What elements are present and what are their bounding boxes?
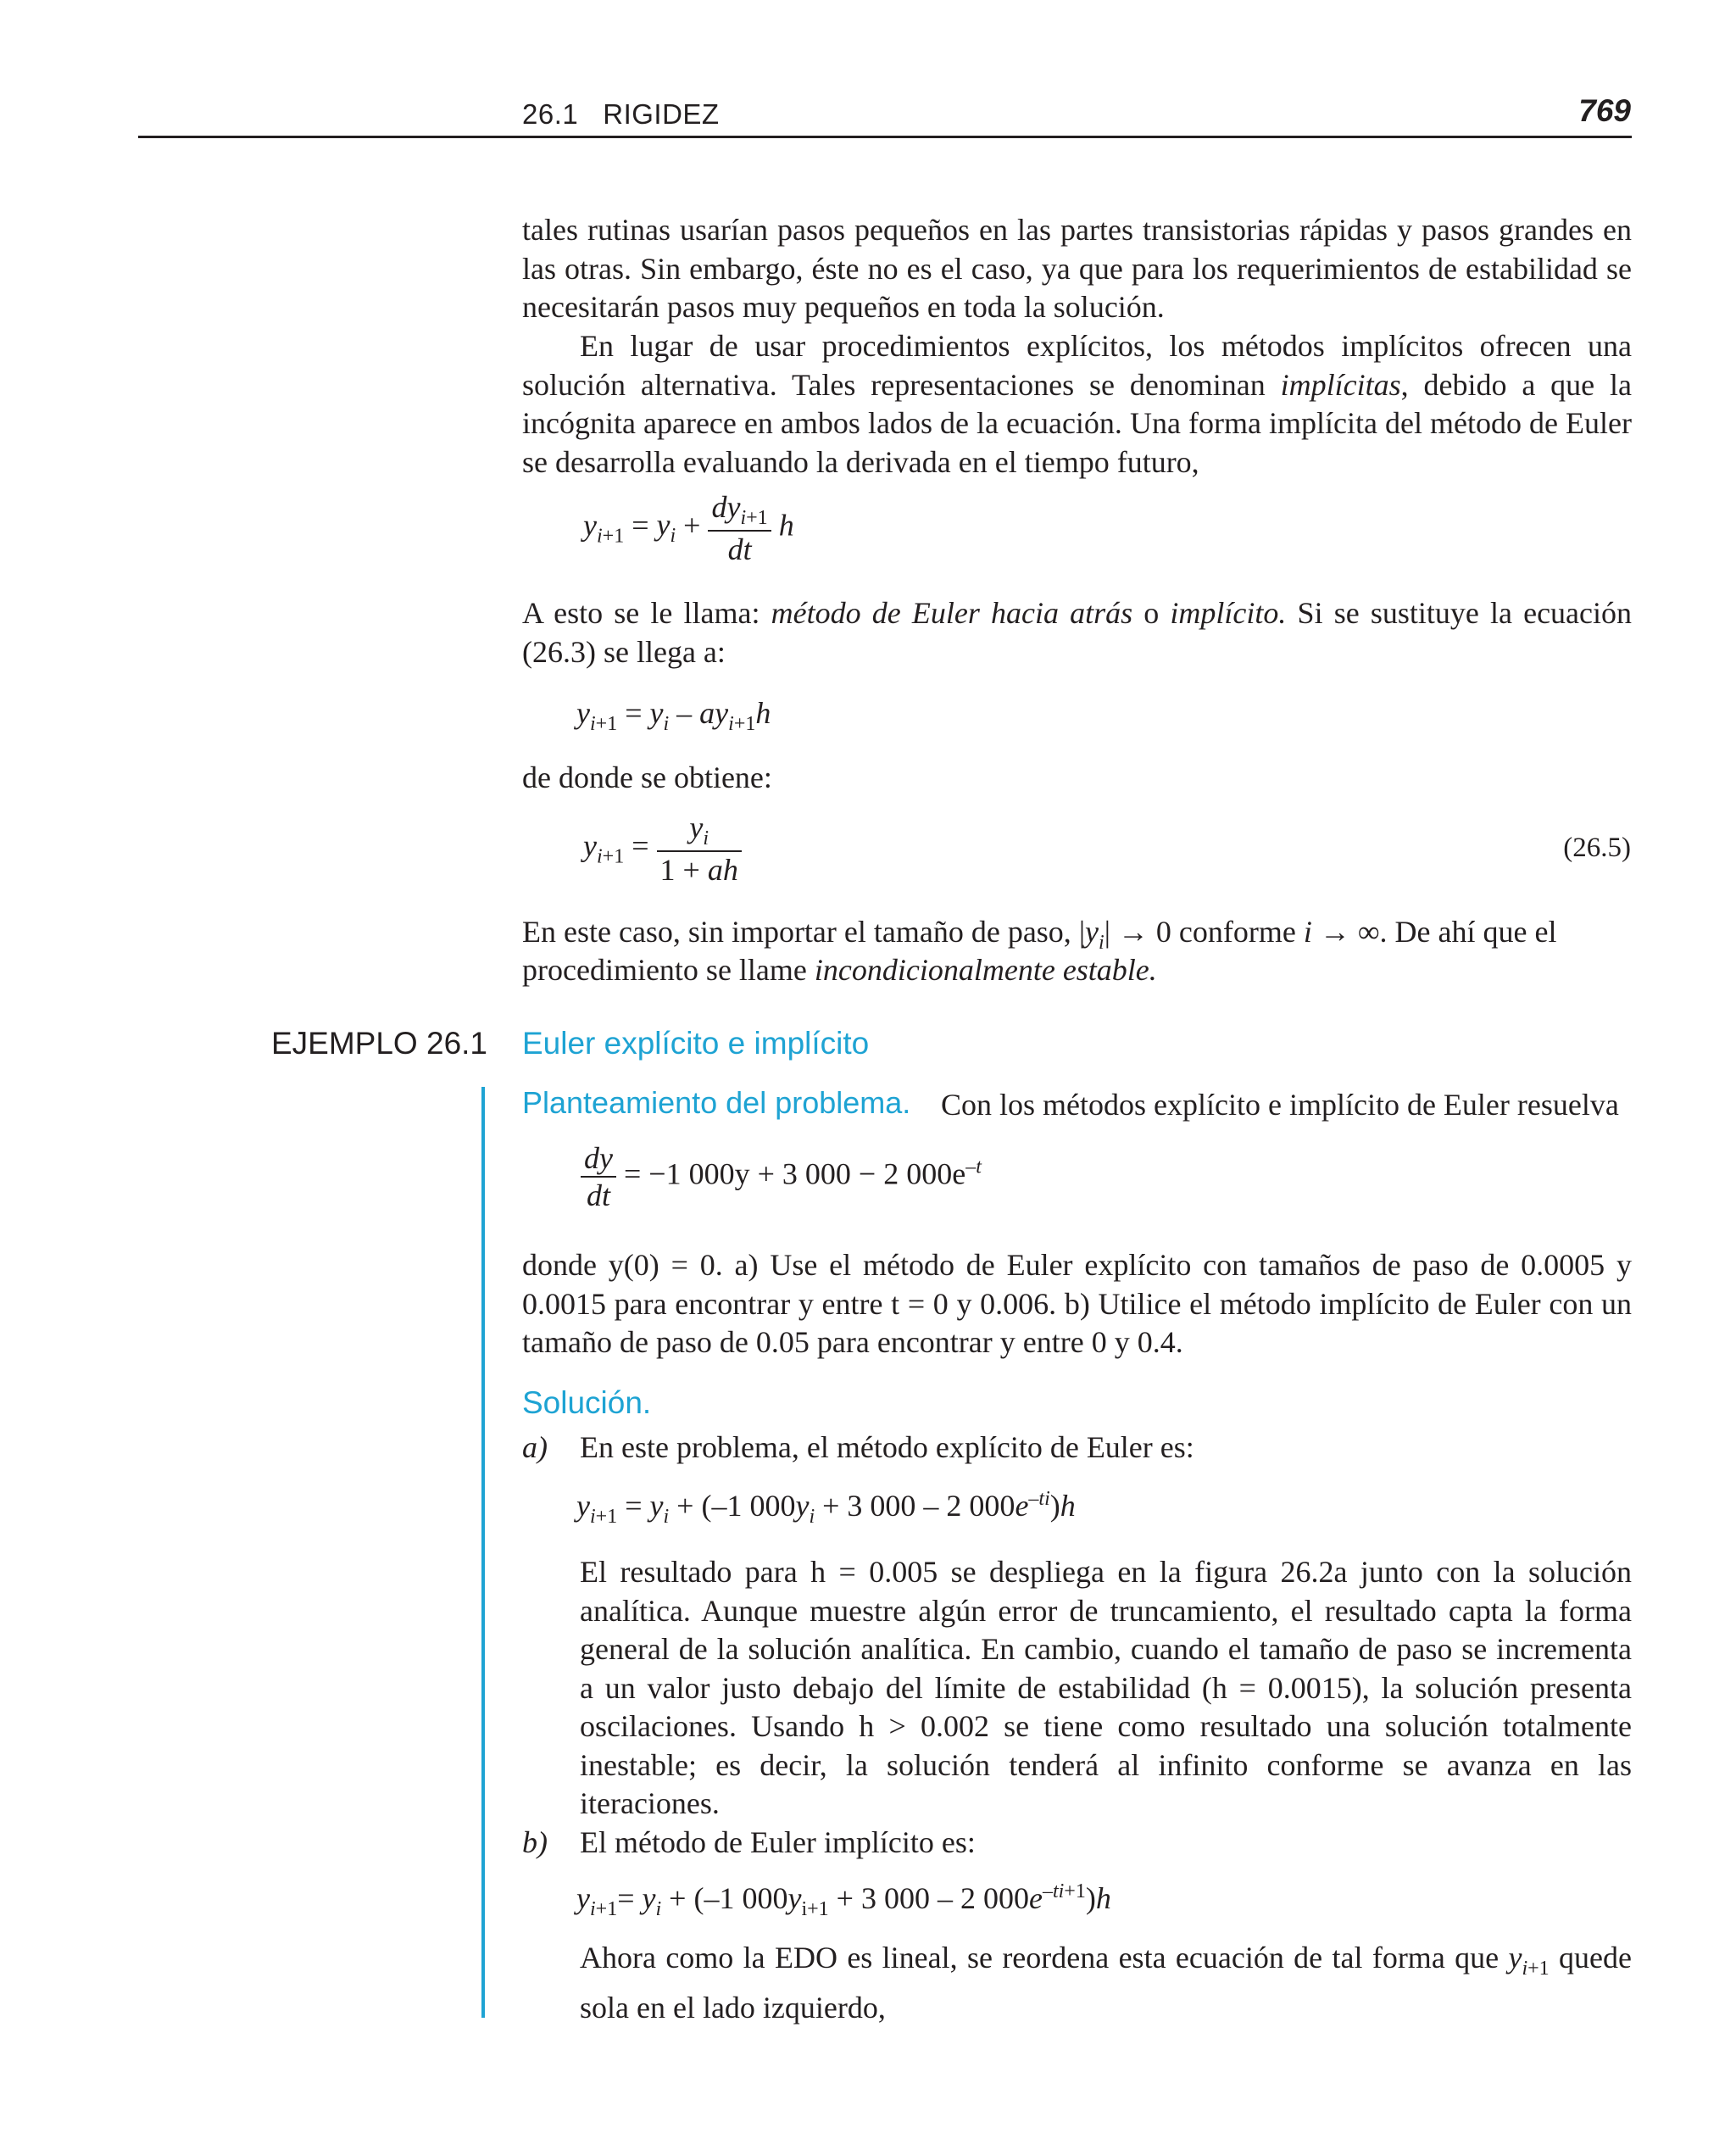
item-a-text: En este problema, el método explícito de Euler es: [580, 1430, 1194, 1464]
equation-implicit-substituted: $y_{i+1} = y_i - ay_{i+1}h$ [576, 696, 771, 736]
running-header: 26.1 RIGIDEZ [522, 98, 720, 130]
paragraph-2-emphasis: implícitas [1280, 367, 1401, 402]
paragraph-3-emphasis-1: método de Euler hacia atrás [771, 596, 1133, 630]
item-b-paragraph-a: Ahora como la EDO es lineal, se reordena esta ecuación de tal forma que [580, 1941, 1509, 1975]
paragraph-3-text-a: A esto se le llama: [522, 596, 771, 630]
paragraph-2 [522, 327, 1632, 482]
equation-26-5: $y_{i+1}$ = $\frac{y_i}{1 + ah}$ [583, 810, 742, 888]
example-label: EJEMPLO 26.1 [271, 1026, 488, 1061]
ode-rhs: = −1 000y + 3 000 − 2 000e [623, 1156, 966, 1191]
paragraph-3-emphasis-2: implícito. [1170, 596, 1287, 630]
page-number: 769 [1578, 93, 1631, 128]
item-a-label-text: a) [522, 1430, 548, 1464]
item-b-label-text: b) [522, 1825, 548, 1859]
paragraph-2-text-b: , debido a que la incógnita aparece en ambos lados de la ecuación. Una forma implícita del método de Euler se desarrolla evaluando la derivada en el tiempo futuro, [522, 367, 1632, 479]
paragraph-3 [522, 594, 1632, 671]
example-sidebar [481, 1087, 485, 2018]
item-b-label [522, 1824, 548, 1862]
example-title: Euler explícito e implícito [522, 1026, 870, 1061]
paragraph-5-text-a: En este caso, sin importar el tamaño de paso, [522, 915, 1079, 949]
item-b-text: El método de Euler implícito es: [580, 1825, 976, 1859]
problem-heading: Planteamiento del problema. [522, 1085, 911, 1120]
paragraph-3-text-b: o [1132, 596, 1171, 630]
equation-implicit-euler-example: $y_{i+1}= y_i + (-1$ $000y_{i+1} + 3$ 000 – 2 $000e^{-ti+1})h$ [576, 1880, 1111, 1921]
paragraph-2-text-a: En lugar de usar procedimientos explícitos, los métodos implícitos ofrecen una solución alternativa. Tales representaciones se denominan [522, 329, 1632, 402]
paragraph-1: tales rutinas usarían pasos pequeños en las partes transistorias rápidas y pasos grandes en las otras. Sin embargo, éste no es el caso, ya que para los requerimientos de estabilidad se necesitarán pasos muy pequeños en toda la solución. [522, 213, 1632, 324]
paragraph-3-text-c: Si se sustituye la ecuación (26.3) se llega a: [522, 596, 1633, 669]
paragraph-5-emphasis: incondicionalmente estable. [814, 953, 1157, 987]
equation-number: (26.5) [1563, 833, 1631, 863]
item-a-paragraph: El resultado para h = 0.005 se despliega en la figura 26.2a junto con la solución analítica. Aunque muestre algún error de truncamiento, el resultado capta la forma general de la solución analítica. En cambio, cuando el tamaño de paso se incrementa a un valor justo debajo del límite de estabilidad (h = 0.0015), la solución presenta oscilaciones. Usando h > 0.002 se tiene como resultado una solución totalmente inestable; es decir, la solución tenderá al infinito conforme se avanza en las iteraciones. [580, 1555, 1632, 1820]
item-b-paragraph-b: quede sola en el lado izquierdo, [580, 1941, 1632, 2025]
item-b-paragraph: Ahora como la EDO es lineal, se reordena esta ecuación de tal forma que $y_{i+1}$ quede sola en el lado izquierdo, [580, 1941, 1632, 2025]
absolute-y-i: $|y_i|$ [1078, 915, 1110, 955]
equation-ode: $\frac{dy}{dt}$ = −1 000y + 3 000 − 2 $000e^{-t}$ [581, 1140, 982, 1213]
paragraph-5-text-c: → ∞. De ahí que el [1311, 915, 1557, 949]
paragraph-5-text-b: → 0 conforme [1110, 915, 1304, 949]
solution-heading: Solución. [522, 1385, 652, 1420]
equation-explicit-euler: $y_{i+1} = y_i + (-1$ $000y_i + 3$ 000 – 2 $000e^{-ti})h$ [576, 1488, 1076, 1529]
header-rule [138, 136, 1632, 138]
item-a-label [522, 1429, 548, 1467]
index-i: i [1303, 915, 1312, 949]
problem-intro: Con los métodos explícito e implícito de Euler resuelva [941, 1088, 1619, 1122]
paragraph-5-line-2 [522, 951, 1157, 989]
equation-implicit-euler-derivative: $y_{i+1} = y_i$ + $\frac{dy_{i+1}}{dt}$ h [583, 490, 794, 567]
paragraph-5-text-d: procedimiento se llame [522, 953, 815, 987]
paragraph-4: de donde se obtiene: [522, 760, 772, 794]
problem-text: donde y(0) = 0. a) Use el método de Euler explícito con tamaños de paso de 0.0005 y 0.0015 para encontrar y entre t = 0 y 0.006. b) Utilice el método implícito de Euler con un tamaño de paso de 0.05 para encontrar y entre 0 y 0.4. [522, 1248, 1632, 1359]
